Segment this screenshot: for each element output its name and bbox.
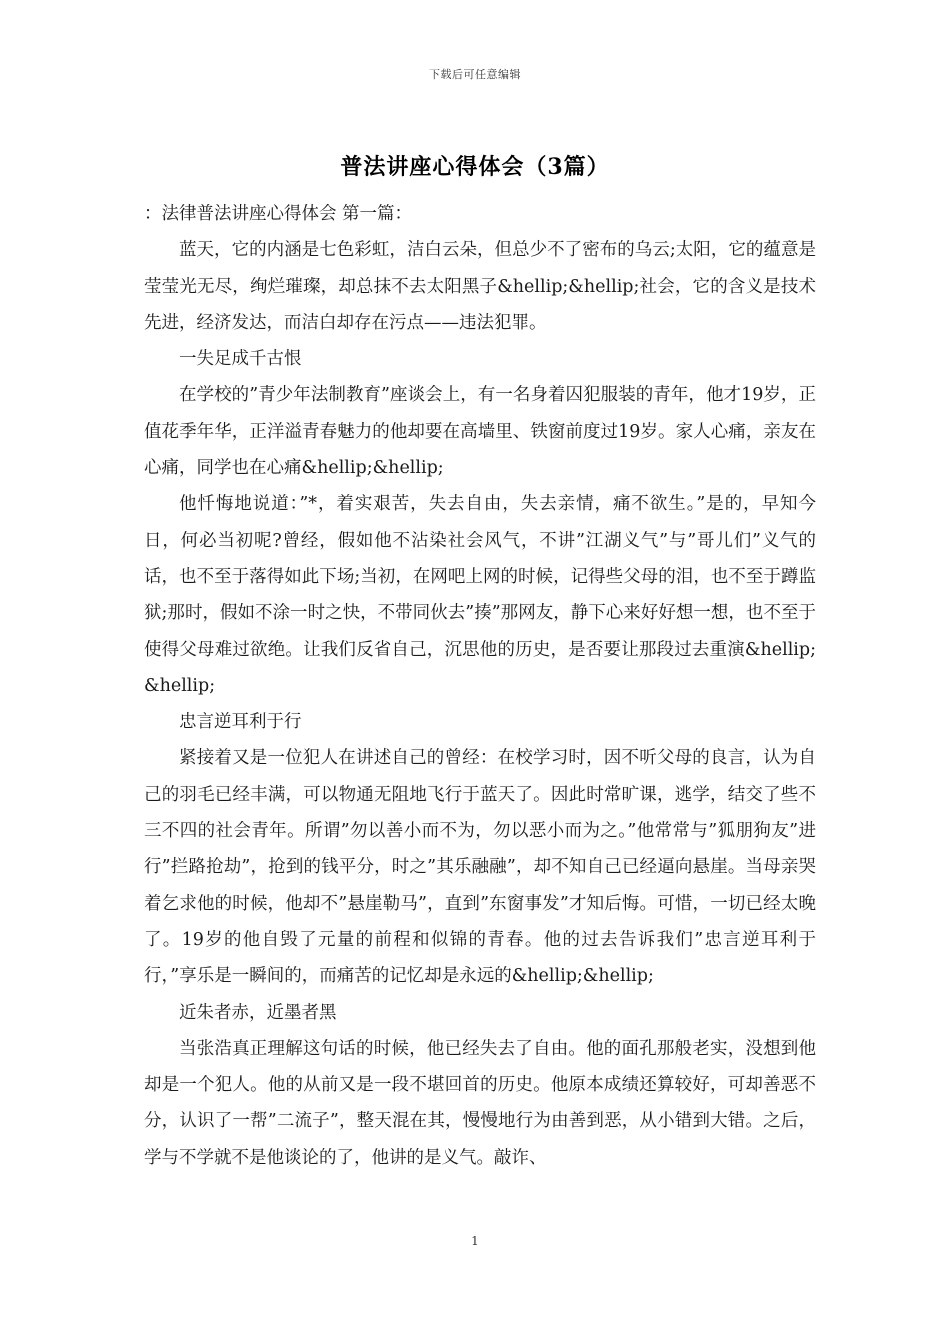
page-number: 1 (471, 1234, 479, 1248)
subheading: 忠言逆耳利于行 (179, 712, 302, 733)
paragraph: 蓝天，它的内涵是七色彩虹，洁白云朵，但总少不了密布的乌云;太阳，它的蕴意是莹莹光无尽，绚烂璀璨，却总抹不去太阳黑子&hellip;&hellip;社会，它的含义是技术先进，经济发达，而洁白却存在污点——违法犯罪。 (144, 240, 816, 333)
paragraph: 当张浩真正理解这句话的时候，他已经失去了自由。他的面孔那般老实，没想到他却是一个犯人。他的从前又是一段不堪回首的历史。他原本成绩还算较好，可却善恶不分，认识了一帮”二流子”，整天混在其，慢慢地行为由善到恶，从小错到大错。之后，学与不学就不是他谈论的了，他讲的是义气。敲诈、 (144, 1038, 816, 1168)
header-note: 下载后可任意编辑 (429, 68, 521, 81)
document-body (144, 196, 816, 1176)
subheading: 近朱者赤，近墨者黑 (179, 1002, 337, 1023)
paragraph: 他忏悔地说道：”*，着实艰苦，失去自由，失去亲情，痛不欲生。”是的，早知今日，何必当初呢?曾经，假如他不沾染社会风气，不讲”江湖义气”与”哥儿们”义气的话，也不至于落得如此下场;当初，在网吧上网的时候，记得些父母的泪，也不至于蹲监狱;那时，假如不涂一时之快，不带同伙去”揍”那网友，静下心来好好想一想，也不至于使得父母难过欲绝。让我们反省自己，沉思他的历史，是否要让那段过去重演&hellip;&hellip; (144, 494, 816, 696)
paragraph: 紧接着又是一位犯人在讲述自己的曾经：在校学习时，因不听父母的良言，认为自己的羽毛已经丰满，可以物通无阻地飞行于蓝天了。因此时常旷课，逃学，结交了些不三不四的社会青年。所谓”勿以善小而不为，勿以恶小而为之。”他常常与”狐朋狗友”进行”拦路抢劫”，抢到的钱平分，时之”其乐融融”，却不知自己已经逼向悬崖。当母亲哭着乞求他的时候，他却不”悬崖勒马”，直到”东窗事发”才知后悔。可惜，一切已经太晚了。19岁的他自毁了元量的前程和似锦的青春。他的过去告诉我们”忠言逆耳利于行，”享乐是一瞬间的，而痛苦的记忆却是永远的&hellip;&hellip; (144, 748, 816, 987)
paragraph: 在学校的”青少年法制教育”座谈会上，有一名身着囚犯服装的青年，他才19岁，正值花季年华，正洋溢青春魅力的他却要在高墙里、铁窗前度过19岁。家人心痛，亲友在心痛，同学也在心痛&hellip;&hellip; (144, 385, 816, 479)
section-heading: ：法律普法讲座心得体会 第一篇： (144, 204, 413, 224)
document-title: 普法讲座心得体会（3篇） (340, 154, 610, 180)
subheading: 一失足成千古恨 (179, 349, 302, 370)
